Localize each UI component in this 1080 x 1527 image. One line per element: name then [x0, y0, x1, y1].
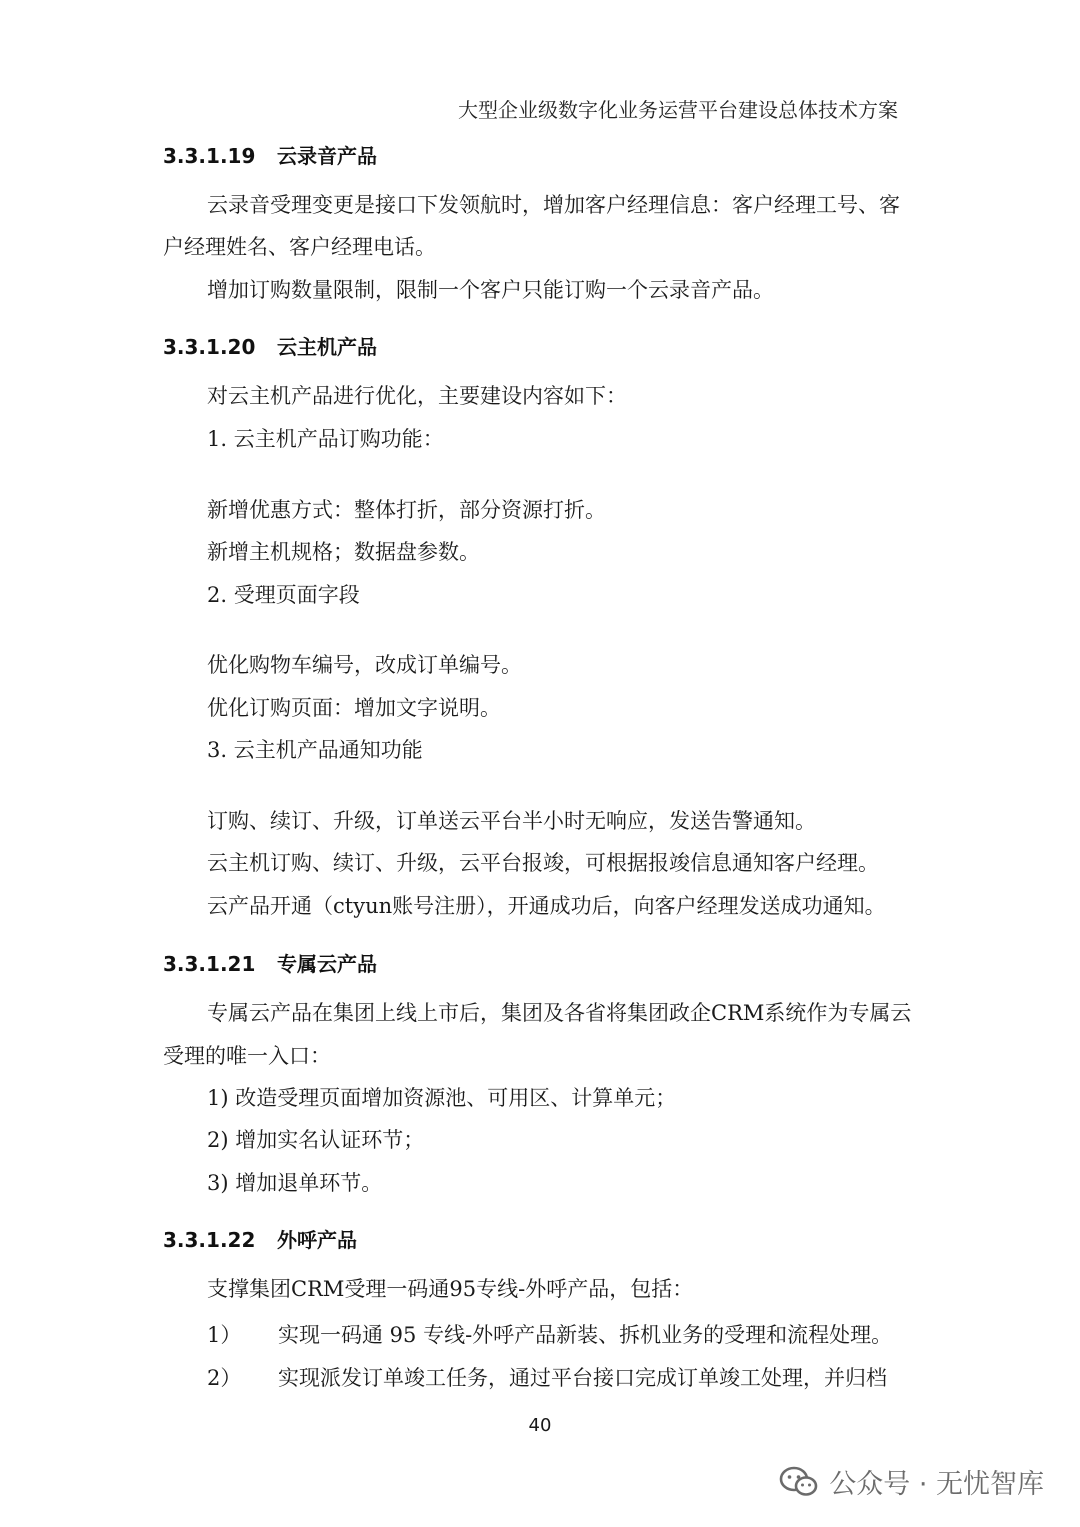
watermark-text: 公众号 · 无忧智库 [829, 1469, 1044, 1500]
section-number: 3.3.1.19 [163, 144, 256, 168]
section-title: 专属云产品 [277, 952, 377, 976]
paragraph: 优化订购页面：增加文字说明。 [207, 696, 501, 720]
section-number: 3.3.1.22 [163, 1228, 256, 1252]
paragraph: 新增主机规格；数据盘参数。 [207, 540, 480, 564]
wechat-icon [779, 1466, 819, 1498]
paragraph: 受理的唯一入口： [163, 1044, 331, 1068]
page-header: 大型企业级数字化业务运营平台建设总体技术方案 [458, 98, 898, 122]
list-item [207, 1362, 887, 1392]
section-title: 云录音产品 [277, 144, 377, 168]
paragraph: 云产品开通（ctyun账号注册），开通成功后，向客户经理发送成功通知。 [207, 894, 886, 918]
list-item: 2) 增加实名认证环节； [207, 1128, 425, 1152]
page-number: 40 [528, 1415, 552, 1436]
paragraph: 新增优惠方式：整体打折，部分资源打折。 [207, 498, 606, 522]
list-item: 1. 云主机产品订购功能： [207, 427, 444, 451]
list-item: 3) 增加退单环节。 [207, 1171, 383, 1195]
list-text: 实现一码通 95 专线-外呼产品新装、拆机业务的受理和流程处理。 [278, 1323, 893, 1347]
paragraph: 订购、续订、升级，订单送云平台半小时无响应，发送告警通知。 [207, 809, 816, 833]
section-number: 3.3.1.21 [163, 952, 256, 976]
section-title: 外呼产品 [277, 1228, 357, 1252]
list-item: 1) 改造受理页面增加资源池、可用区、计算单元； [207, 1086, 677, 1110]
list-item [207, 1319, 892, 1349]
paragraph: 优化购物车编号，改成订单编号。 [207, 653, 522, 677]
paragraph: 支撑集团CRM受理一码通95专线-外呼产品，包括： [207, 1277, 694, 1301]
list-text: 实现派发订单竣工任务，通过平台接口完成订单竣工处理，并归档 [278, 1366, 887, 1390]
paragraph: 对云主机产品进行优化，主要建设内容如下： [207, 384, 627, 408]
list-item: 2. 受理页面字段 [207, 583, 360, 607]
watermark [779, 1462, 1044, 1501]
paragraph: 户经理姓名、客户经理电话。 [163, 235, 436, 259]
paragraph: 专属云产品在集团上线上市后，集团及各省将集团政企CRM系统作为专属云 [207, 1001, 912, 1025]
section-heading-19 [163, 140, 377, 169]
list-marker: 2） [207, 1366, 242, 1390]
section-heading-21 [163, 948, 377, 977]
section-title: 云主机产品 [277, 335, 377, 359]
section-number: 3.3.1.20 [163, 335, 256, 359]
list-item: 3. 云主机产品通知功能 [207, 738, 423, 762]
section-heading-22 [163, 1224, 357, 1253]
section-heading-20 [163, 331, 377, 360]
list-marker: 1） [207, 1323, 242, 1347]
paragraph: 云主机订购、续订、升级，云平台报竣，可根据报竣信息通知客户经理。 [207, 851, 879, 875]
paragraph: 增加订购数量限制，限制一个客户只能订购一个云录音产品。 [207, 278, 774, 302]
paragraph: 云录音受理变更是接口下发领航时，增加客户经理信息：客户经理工号、客 [207, 193, 900, 217]
